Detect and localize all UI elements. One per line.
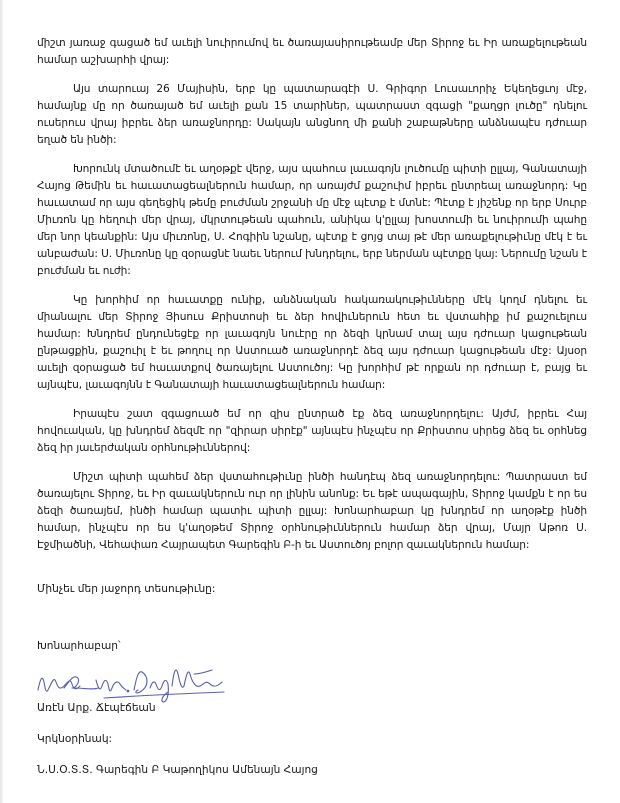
paragraph-1: միշտ յառաջ գացած եմ աւելի նուիրումով եւ ծառայասիրութեամբ մեր Տիրոջ եւ Իր առաքելութեան համար աշխարհի վրայ: (37, 37, 587, 66)
closing-line: Մինչեւ մեր յաջորդ տեսութիւնը: (37, 583, 216, 595)
signer-name: Առէն Արք. Ճէպէճեան (37, 702, 156, 714)
paragraph-5: Իրապէս շատ զգացուած եմ որ զիս ընտրած էք ձեզ առաջնորդելու: Այժմ, իբրեւ Հայ հովուական, կը խնդրեմ ձեզմէ որ "զիրար սիրէք" այնպէս ինչպէս որ Քրիստոս սիրեց ձեզ եւ օրհնեց ձեզ իր յաւերժական օրհնութիւններով: (37, 408, 587, 454)
letter-body (37, 35, 587, 566)
handwritten-signature-icon (34, 660, 234, 706)
cc-label: Կրկնօրինակ: (37, 733, 113, 745)
scan-edge (0, 0, 3, 803)
paragraph-2: Այս տարուայ 26 Մայիսին, երբ կը պատարագէի Ս. Գրիգոր Լուսաւորիչ Եկեղեցւոյ մէջ, համայնք մը որ ծառայած եմ աւելի քան 15 տարիներ, պատրաստ զգացի "քաղցր լուծը" դնելու ուսերուս վրայ իբրեւ ձեր առաջնորդը: Սակայն անցնող մի քանի շաբաթները անձնապէս դժուար եղած են ինծի: (37, 83, 587, 146)
cc-recipient: Ն.Ս.Օ.Տ.Տ. Գարեգին Բ Կաթողիկոս Ամենայն Հայոց (37, 764, 318, 776)
signature-label: Խոնարհաբար՝ (37, 640, 121, 652)
paragraph-3: Խորունկ մտածումէ եւ աղօթքէ վերջ, այս պահուս լաւագոյն լուծումը պիտի ըլլայ, Գանատայի Հայոց Թեմին եւ հաւատացեալներուն համար, որ առայժմ քաշուիմ իբրեւ ընտրեալ առաջնորդ: Կը հաւատամ որ այս գեղեցիկ թեմը բուժման շրջանի մը մէջ պէտք է մտնէ: Պէտք է յիշենք որ երբ Սուրբ Միւռոն կը հեղուի մեր վրայ, մկրտութեան պահուն, անիկա կ'ըլլայ խոստումի եւ նուիրումի պահը մեր նոր կեանքին: Այս միւռոնը, Ս. Հոգիին նշանը, պէտք է ցոյց տայ թէ մեր առաքելութիւնը մէկ է եւ անբաժան: Ս. Միւռոնը կը զօրացնէ նաեւ ներում խնդրելու, երբ ներման պէտքը կայ: Ներումը նշան է բուժման եւ ուժի: (37, 163, 587, 277)
paragraph-4: Կը խորհիմ որ հաւատքը ունիք, անձնական հակառակութիւնները մէկ կողմ դնելու եւ միանալու մեր Տիրոջ Յիսուս Քրիստոսի եւ ձեր հովիւներուն հետ եւ վստահիք իմ քաշուելուս համար: Խնդրեմ ընդունեցէք որ լաւագոյն նուէրը որ ձեզի կրնամ տալ այս դժուար կացութեան ընթացքին, քաշուիլ է եւ թողուլ որ Աստուած առաջնորդէ ձեզ այս դժուար կացութեան մէջ: Այսօր աւելի զօրացած եմ հաւատքով ծառայելու Աստուծոյ: Կը խորհիմ թէ որքան որ դժուար է, բայց եւ այնպէս, լաւագոյնն է Գանատայի հաւատացեալներուն համար: (37, 294, 587, 391)
paragraph-6: Միշտ պիտի պահեմ ձեր վստահութիւնը ինծի հանդէպ ձեզ առաջնորդելու: Պատրաստ եմ ծառայելու Տիրոջ, եւ Իր զաւակներուն ուր որ լինին անոնք: Եւ եթէ ապագային, Տիրոջ կամքն է որ ես ձեզի ծառայեմ, ինծի համար պատիւ պիտի ըլլայ: Խոնարհաբար կը խնդրեմ որ աղօթէք ինծի համար, ինչպէս որ ես կ'աղօթեմ Տիրոջ օրհնութիւններուն համար ձեր վրայ, Մայր Աթոռ Ս. Էջմիածնի, Վեհափառ Հայրապետ Գարեգին Բ-ի եւ Աստուծոյ բոլոր զաւակներուն համար: (37, 471, 587, 551)
